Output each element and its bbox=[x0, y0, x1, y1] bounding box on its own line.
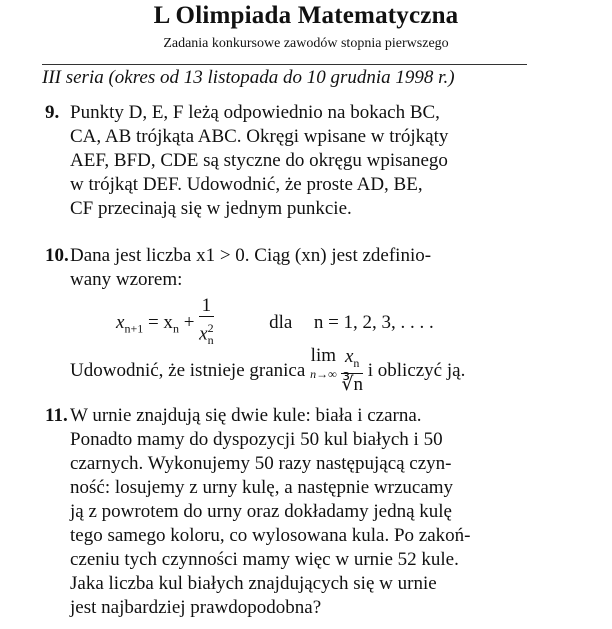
problem-number: 9. bbox=[45, 102, 60, 123]
problem-line: czeniu tych czynności mamy więc w urnie 52 kule. bbox=[70, 549, 459, 570]
problem-line: ją z powrotem do urny oraz dokładamy jedną kulę bbox=[70, 501, 452, 522]
problem-line: CF przecinają się w jednym punkcie. bbox=[70, 198, 352, 219]
problem-line: Punkty D, E, F leżą odpowiednio na bokach BC, bbox=[70, 102, 440, 123]
problem-line: AEF, BFD, CDE są styczne do okręgu wpisanego bbox=[70, 150, 448, 171]
series-heading: III seria (okres od 13 listopada do 10 grudnia 1998 r.) bbox=[42, 67, 455, 88]
problem-line: W urnie znajdują się dwie kule: biała i czarna. bbox=[70, 405, 422, 426]
problem-line: CA, AB trójkąta ABC. Okręgi wpisane w trójkąty bbox=[70, 126, 449, 147]
page-title: L Olimpiada Matematyczna bbox=[153, 2, 459, 29]
problem-line: w trójkąt DEF. Udowodnić, że proste AD, BE, bbox=[70, 174, 423, 195]
problem-line: czarnych. Wykonujemy 50 razy następującą czyn- bbox=[70, 453, 452, 474]
problem-line: wany wzorem: bbox=[70, 269, 183, 290]
header-divider bbox=[42, 64, 527, 65]
problem-number: 10. bbox=[45, 245, 69, 266]
limit-statement: Udowodnić, że istnieje granica lim n→∞ $\frac{x_n}{∛n}$ i obliczyć ją. bbox=[70, 345, 466, 395]
page-subtitle: Zadania konkursowe zawodów stopnia pierwszego bbox=[163, 36, 449, 51]
problem-line: Dana jest liczba x1 > 0. Ciąg (xn) jest zdefinio- bbox=[70, 245, 432, 266]
problem-line: tego samego koloru, co wylosowana kula. Po zakoń- bbox=[70, 525, 471, 546]
problem-line: Jaka liczba kul białych znajdujących się w urnie bbox=[70, 573, 437, 594]
problem-number: 11. bbox=[45, 405, 68, 426]
formula-fraction: $\frac{1}{x^2_n}$ bbox=[199, 295, 214, 348]
limit-fraction: $\frac{x_n}{∛n}$ bbox=[341, 346, 363, 395]
recurrence-formula: $x_{n+1} = x_n$ + $\frac{1}{x^2_n}$ dla n = 1, 2, 3, . . . . bbox=[116, 296, 434, 351]
problem-line: ność: losujemy z urny kulę, a następnie wrzucamy bbox=[70, 477, 454, 498]
problem-line: jest najbardziej prawdopodobna? bbox=[70, 597, 322, 618]
problem-line: Ponadto mamy do dyspozycji 50 kul białych i 50 bbox=[70, 429, 443, 450]
limit-operator: lim n→∞ bbox=[310, 345, 337, 381]
